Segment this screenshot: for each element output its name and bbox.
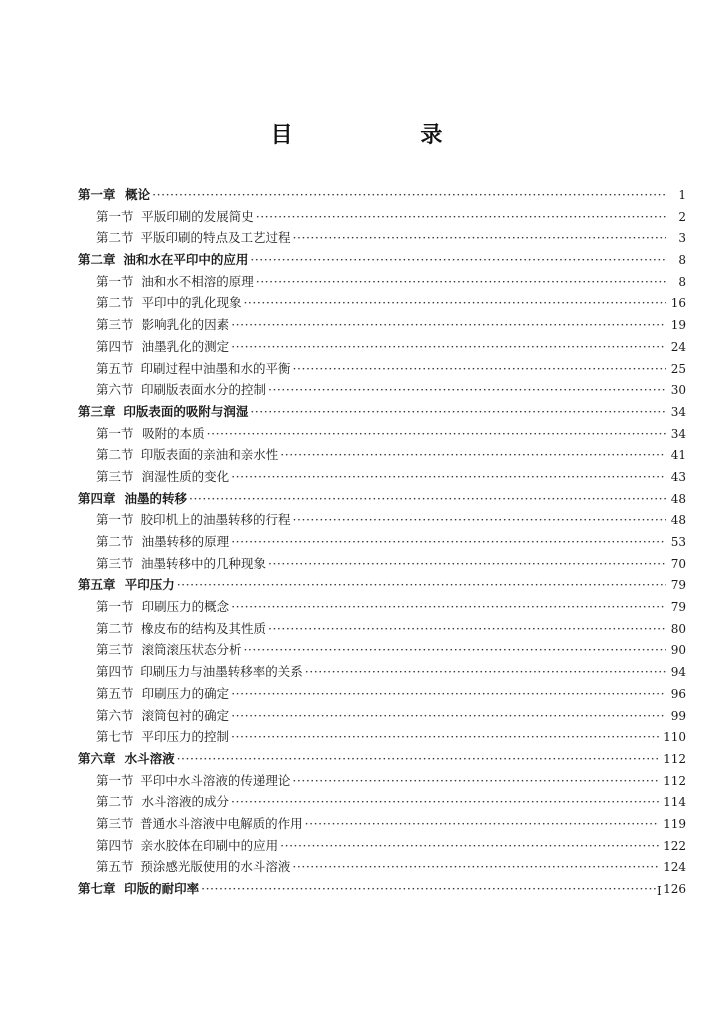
toc-leader-dots (292, 770, 659, 792)
toc-section-row (78, 618, 686, 640)
toc-leader-dots (152, 184, 666, 206)
toc-entry-title: 平版印刷的发展简史 (141, 208, 254, 224)
toc-section-row (78, 206, 686, 228)
toc-entry-title: 滚筒滚压状态分析 (141, 642, 242, 658)
toc-chapter-row (78, 249, 686, 271)
toc-entry-number: 第二节 (96, 230, 134, 246)
toc-leader-dots (231, 466, 666, 488)
toc-entry-number: 第四章 (78, 490, 116, 506)
toc-leader-dots (231, 314, 666, 336)
toc-entry-title: 油和水不相溶的原理 (141, 273, 254, 289)
toc-page-number: 110 (663, 730, 686, 745)
toc-entry-number: 第四节 (96, 338, 134, 354)
toc-entry-title: 油墨乳化的测定 (141, 338, 230, 354)
toc-chapter-row (78, 878, 686, 900)
toc-leader-dots (305, 661, 666, 683)
toc-page-number: 119 (663, 816, 686, 831)
toc-entry-number: 第一节 (96, 599, 134, 615)
toc-entry-number: 第四节 (96, 837, 134, 853)
toc-entry-number: 第一节 (96, 772, 134, 788)
toc-leader-dots (231, 683, 666, 705)
toc-entry-title: 橡皮布的结构及其性质 (140, 620, 266, 636)
toc-leader-dots (250, 249, 666, 271)
toc-entry-title: 概论 (125, 187, 151, 202)
toc-leader-dots (231, 531, 666, 553)
toc-leader-dots (189, 488, 666, 510)
toc-leader-dots (207, 423, 666, 445)
toc-leader-dots (280, 835, 659, 857)
toc-section-row (78, 423, 686, 445)
toc-leader-dots (293, 227, 666, 249)
toc-leader-dots (256, 271, 666, 293)
toc-leader-dots (280, 444, 666, 466)
page-title: 目 录 (270, 123, 503, 148)
toc-entry-title: 吸附的本质 (142, 425, 205, 441)
toc-entry-title: 平印压力 (124, 577, 175, 593)
toc-section-row (78, 292, 686, 314)
toc-leader-dots (268, 553, 666, 575)
toc-section-row (78, 770, 686, 792)
toc-entry-title: 印版表面的亲油和亲水性 (140, 447, 279, 463)
toc-leader-dots (293, 509, 666, 531)
toc-leader-dots (231, 336, 666, 358)
toc-entry-title: 印刷版表面水分的控制 (140, 382, 266, 398)
toc-entry-title: 润湿性质的变化 (141, 468, 230, 484)
toc-page-number: 48 (670, 491, 686, 506)
toc-page-number: 3 (678, 231, 686, 246)
toc-leader-dots (231, 726, 659, 748)
toc-entry-number: 第一节 (96, 208, 134, 224)
toc-section-row (78, 856, 686, 878)
toc-section-row (78, 444, 686, 466)
toc-entry-title: 平印中水斗溶液的传递理论 (140, 772, 291, 788)
toc-entry-title: 印刷压力与油墨转移率的关系 (140, 664, 303, 680)
toc-entry-title: 印版的耐印率 (124, 881, 200, 896)
toc-leader-dots (268, 618, 666, 640)
toc-entry-number: 第二章 (78, 252, 116, 268)
toc-entry-number: 第七节 (96, 729, 134, 745)
toc-page-number: 80 (670, 621, 686, 636)
toc-leader-dots (292, 856, 659, 878)
toc-page-number: 70 (670, 556, 686, 571)
toc-entry-title: 胶印机上的油墨转移的行程 (140, 512, 291, 528)
toc-entry-number: 第二节 (96, 620, 134, 636)
toc-page-number: 19 (670, 318, 686, 333)
toc-chapter-row (78, 748, 686, 770)
toc-entry-number: 第三节 (96, 642, 134, 658)
toc-page-number: 96 (670, 686, 686, 701)
table-of-contents (78, 184, 686, 900)
toc-leader-dots (201, 878, 659, 900)
toc-page-number: 41 (670, 448, 686, 463)
toc-page-number: 112 (663, 773, 686, 788)
toc-entry-title: 影响乳化的因素 (141, 317, 230, 333)
toc-page-number: 99 (670, 708, 686, 723)
toc-entry-title: 普通水斗溶液中电解质的作用 (140, 815, 303, 831)
toc-page-number: 34 (670, 404, 686, 419)
toc-entry-number: 第一章 (78, 187, 116, 202)
toc-section-row (78, 661, 686, 683)
toc-section-row (78, 813, 686, 835)
toc-page-number: 2 (678, 209, 686, 224)
toc-leader-dots (243, 292, 666, 314)
toc-section-row (78, 705, 686, 727)
page-number: I (657, 884, 662, 898)
toc-entry-number: 第三节 (96, 555, 134, 571)
toc-page-number: 43 (670, 469, 686, 484)
toc-page-number: 1 (678, 188, 686, 202)
toc-entry-title: 油墨转移的原理 (141, 534, 230, 549)
toc-page-number: 8 (678, 253, 686, 268)
toc-entry-title: 平版印刷的特点及工艺过程 (140, 230, 291, 246)
toc-section-row (78, 379, 686, 401)
toc-section-row (78, 531, 686, 553)
toc-page-number: 79 (670, 578, 686, 593)
toc-entry-title: 印刷压力的概念 (141, 599, 230, 615)
toc-page-number: 124 (663, 860, 686, 875)
toc-entry-number: 第一节 (96, 425, 134, 441)
toc-leader-dots (305, 813, 659, 835)
toc-entry-number: 第三节 (96, 468, 134, 484)
toc-entry-number: 第三章 (78, 403, 116, 419)
toc-entry-title: 平印中的乳化现象 (141, 295, 242, 311)
toc-entry-number: 第一节 (96, 273, 134, 289)
toc-entry-number: 第七章 (78, 881, 116, 896)
toc-leader-dots (177, 574, 666, 596)
toc-page-number: 79 (670, 600, 686, 615)
toc-chapter-row (78, 401, 686, 423)
toc-entry-number: 第四节 (96, 664, 134, 680)
toc-page-number: 90 (670, 643, 686, 658)
toc-entry-title: 油和水在平印中的应用 (123, 252, 249, 268)
toc-entry-title: 印刷压力的确定 (141, 685, 230, 701)
toc-entry-title: 油墨转移中的几种现象 (140, 555, 266, 571)
toc-page-number: 94 (670, 665, 686, 680)
toc-leader-dots (293, 358, 666, 380)
toc-entry-number: 第六章 (78, 750, 116, 766)
toc-leader-dots (231, 596, 666, 618)
toc-leader-dots (231, 705, 666, 727)
toc-entry-title: 印刷过程中油墨和水的平衡 (140, 360, 291, 376)
toc-section-row (78, 596, 686, 618)
toc-page-number: 126 (663, 882, 686, 896)
toc-entry-number: 第二节 (96, 794, 134, 810)
toc-leader-dots (231, 791, 659, 813)
toc-entry-title: 油墨的转移 (124, 490, 187, 506)
toc-entry-number: 第三节 (96, 317, 134, 333)
toc-entry-number: 第五节 (96, 685, 134, 701)
toc-section-row (78, 683, 686, 705)
toc-chapter-row (78, 488, 686, 510)
toc-page-number: 53 (670, 535, 686, 549)
toc-section-row (78, 227, 686, 249)
toc-leader-dots (268, 379, 666, 401)
toc-entry-number: 第五章 (78, 577, 116, 593)
toc-page-number: 34 (670, 426, 686, 441)
toc-entry-number: 第六节 (96, 382, 134, 398)
toc-entry-title: 水斗溶液 (124, 750, 175, 766)
toc-page-number: 24 (670, 339, 686, 354)
toc-entry-title: 亲水胶体在印刷中的应用 (140, 837, 279, 853)
toc-leader-dots (256, 206, 666, 228)
toc-entry-number: 第六节 (96, 707, 134, 723)
toc-section-row (78, 553, 686, 575)
toc-page-number: 48 (670, 513, 686, 528)
toc-section-row (78, 835, 686, 857)
toc-section-row (78, 509, 686, 531)
toc-chapter-row (78, 574, 686, 596)
toc-leader-dots (250, 401, 666, 423)
toc-entry-number: 第一节 (96, 512, 134, 528)
toc-section-row (78, 726, 686, 748)
toc-section-row (78, 336, 686, 358)
toc-leader-dots (243, 639, 666, 661)
toc-page-number: 30 (670, 383, 686, 398)
toc-section-row (78, 271, 686, 293)
toc-entry-title: 印版表面的吸附与润湿 (123, 403, 249, 419)
toc-page-number: 16 (670, 296, 686, 311)
toc-leader-dots (177, 748, 660, 770)
toc-section-row (78, 639, 686, 661)
toc-page-number: 8 (678, 274, 686, 289)
toc-entry-number: 第三节 (96, 815, 134, 831)
toc-page-number: 112 (663, 751, 686, 766)
toc-entry-title: 预涂感光版使用的水斗溶液 (140, 859, 291, 875)
toc-section-row (78, 314, 686, 336)
toc-entry-number: 第五节 (96, 859, 134, 875)
toc-entry-number: 第二节 (96, 447, 134, 463)
toc-section-row (78, 466, 686, 488)
toc-section-row (78, 358, 686, 380)
toc-entry-number: 第二节 (96, 295, 134, 311)
toc-entry-number: 第五节 (96, 360, 134, 376)
toc-entry-title: 平印压力的控制 (141, 729, 230, 745)
toc-page-number: 114 (663, 795, 686, 810)
toc-entry-number: 第二节 (96, 534, 134, 549)
toc-entry-title: 水斗溶液的成分 (141, 794, 230, 810)
toc-entry-title: 滚筒包衬的确定 (141, 707, 230, 723)
toc-section-row (78, 791, 686, 813)
toc-page-number: 122 (663, 838, 686, 853)
toc-chapter-row (78, 184, 686, 206)
toc-page-number: 25 (670, 361, 686, 376)
